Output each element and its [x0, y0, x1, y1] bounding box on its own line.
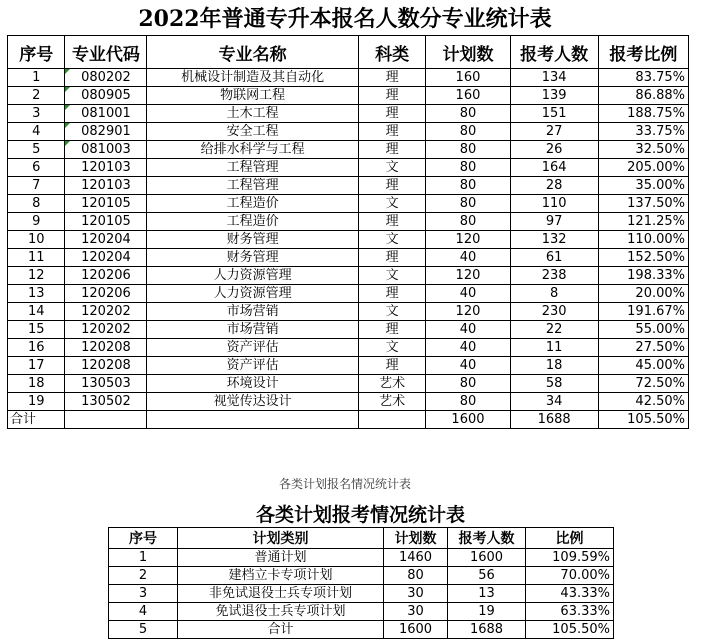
- cell-ratio: 83.75%: [598, 69, 688, 87]
- cell-ratio: 109.59%: [526, 549, 614, 567]
- cell-category: 艺术: [358, 393, 426, 411]
- cell-index: 5: [109, 621, 178, 639]
- cell-plan: 80: [426, 123, 510, 141]
- cell-index: 2: [8, 87, 65, 105]
- table-row: [109, 621, 614, 639]
- cell-ratio: 152.50%: [598, 249, 688, 267]
- cell-index: 2: [109, 567, 178, 585]
- cell-ratio: 110.00%: [598, 231, 688, 249]
- header-major-name: 专业名称: [147, 36, 358, 69]
- cell-plan: 160: [426, 69, 510, 87]
- cell-applicants: 28: [510, 177, 598, 195]
- header-ratio: 报考比例: [598, 36, 688, 69]
- cell-ratio: 63.33%: [526, 603, 614, 621]
- cell-category: 理: [358, 141, 426, 159]
- cell-major-code: 130503: [65, 375, 147, 393]
- cell-index: 6: [8, 159, 65, 177]
- table-row: [8, 321, 689, 339]
- cell-ratio: 105.50%: [598, 411, 688, 429]
- cell-plan: 80: [426, 105, 510, 123]
- cell-category: 文: [358, 195, 426, 213]
- cell-major-code: 120208: [65, 357, 147, 375]
- cell-major-name: 工程管理: [147, 177, 358, 195]
- table-row: [109, 603, 614, 621]
- cell-index: 15: [8, 321, 65, 339]
- table-row: [109, 549, 614, 567]
- cell-index: 3: [109, 585, 178, 603]
- cell-major-name: 物联网工程: [147, 87, 358, 105]
- cell-applicants: 97: [510, 213, 598, 231]
- cell-ratio: 43.33%: [526, 585, 614, 603]
- cell-applicants: 61: [510, 249, 598, 267]
- table2-header-row: [109, 528, 614, 549]
- cell-major-code: 120105: [65, 213, 147, 231]
- table-row: [8, 249, 689, 267]
- cell-major-name: 工程造价: [147, 195, 358, 213]
- header-plan: 计划数: [384, 528, 448, 549]
- cell-applicants: 58: [510, 375, 598, 393]
- cell-major-code: 120202: [65, 303, 147, 321]
- table-row: [8, 285, 689, 303]
- table-row: [109, 567, 614, 585]
- cell-index: 19: [8, 393, 65, 411]
- plan-type-stats-table: [108, 527, 614, 639]
- cell-plan: 80: [426, 195, 510, 213]
- table-row: [8, 141, 689, 159]
- cell-category: 文: [358, 231, 426, 249]
- header-category: 科类: [358, 36, 426, 69]
- cell-major-code: 120204: [65, 231, 147, 249]
- cell-applicants: 139: [510, 87, 598, 105]
- cell-major-code: 120103: [65, 159, 147, 177]
- cell-plan: 80: [426, 141, 510, 159]
- cell-index: 18: [8, 375, 65, 393]
- cell-plan: 40: [426, 285, 510, 303]
- cell-major-name: 资产评估: [147, 357, 358, 375]
- cell-category: 文: [358, 159, 426, 177]
- cell-applicants: 110: [510, 195, 598, 213]
- table-row: [8, 105, 689, 123]
- cell-major-name: 工程管理: [147, 159, 358, 177]
- total-row: [8, 411, 689, 429]
- cell-plan: 160: [426, 87, 510, 105]
- cell-ratio: 121.25%: [598, 213, 688, 231]
- cell-plan: 80: [426, 393, 510, 411]
- cell-category: 理: [358, 123, 426, 141]
- header-major-code: 专业代码: [65, 36, 147, 69]
- cell-applicants: 132: [510, 231, 598, 249]
- cell-ratio: 137.50%: [598, 195, 688, 213]
- cell-major-name: 人力资源管理: [147, 285, 358, 303]
- cell-major-name: 人力资源管理: [147, 267, 358, 285]
- cell-applicants: 22: [510, 321, 598, 339]
- cell-category: 理: [358, 87, 426, 105]
- cell-major-code: 120206: [65, 285, 147, 303]
- table-row: [8, 231, 689, 249]
- header-applicants: 报考人数: [448, 528, 526, 549]
- cell-index: 9: [8, 213, 65, 231]
- cell-ratio: 105.50%: [526, 621, 614, 639]
- cell-plan-type: 普通计划: [178, 549, 384, 567]
- table-row: [8, 159, 689, 177]
- cell-plan: 80: [426, 177, 510, 195]
- table-row: [8, 339, 689, 357]
- cell-category: [358, 411, 426, 429]
- cell-plan: 1600: [426, 411, 510, 429]
- cell-index: 11: [8, 249, 65, 267]
- cell-major-name: 财务管理: [147, 231, 358, 249]
- cell-plan: 80: [426, 213, 510, 231]
- cell-category: 理: [358, 321, 426, 339]
- cell-major-code: 080202: [65, 69, 147, 87]
- cell-major-code: 120105: [65, 195, 147, 213]
- cell-category: 艺术: [358, 375, 426, 393]
- cell-index: 16: [8, 339, 65, 357]
- table-row: [8, 123, 689, 141]
- table-row: [8, 213, 689, 231]
- header-plan: 计划数: [426, 36, 510, 69]
- cell-index: 12: [8, 267, 65, 285]
- cell-plan: 120: [426, 303, 510, 321]
- cell-major-name: 机械设计制造及其自动化: [147, 69, 358, 87]
- cell-index: 7: [8, 177, 65, 195]
- cell-applicants: 34: [510, 393, 598, 411]
- cell-index: 14: [8, 303, 65, 321]
- cell-applicants: 134: [510, 69, 598, 87]
- cell-plan: 30: [384, 585, 448, 603]
- table-row: [8, 303, 689, 321]
- cell-ratio: 42.50%: [598, 393, 688, 411]
- cell-category: 文: [358, 267, 426, 285]
- major-stats-table: [7, 35, 689, 429]
- cell-applicants: 230: [510, 303, 598, 321]
- cell-category: 理: [358, 357, 426, 375]
- cell-applicants: 1688: [510, 411, 598, 429]
- cell-index: 8: [8, 195, 65, 213]
- cell-index: 1: [109, 549, 178, 567]
- cell-ratio: 72.50%: [598, 375, 688, 393]
- table-row: [8, 87, 689, 105]
- cell-plan: 1460: [384, 549, 448, 567]
- cell-plan-type: 建档立卡专项计划: [178, 567, 384, 585]
- cell-major-code: 081003: [65, 141, 147, 159]
- cell-major-name: 给排水科学与工程: [147, 141, 358, 159]
- total-label: 合计: [8, 411, 65, 429]
- cell-plan: 40: [426, 357, 510, 375]
- cell-major-name: 安全工程: [147, 123, 358, 141]
- cell-major-code: 120206: [65, 267, 147, 285]
- table1-header-row: [8, 36, 689, 69]
- cell-major-code: 082901: [65, 123, 147, 141]
- cell-major-name: 工程造价: [147, 213, 358, 231]
- cell-plan: 40: [426, 249, 510, 267]
- table-row: [109, 585, 614, 603]
- cell-major-name: 视觉传达设计: [147, 393, 358, 411]
- cell-major-code: 120208: [65, 339, 147, 357]
- cell-index: 4: [8, 123, 65, 141]
- cell-index: 1: [8, 69, 65, 87]
- cell-major-code: 120204: [65, 249, 147, 267]
- cell-ratio: 32.50%: [598, 141, 688, 159]
- table-row: [8, 357, 689, 375]
- cell-category: 理: [358, 285, 426, 303]
- header-plan-type: 计划类别: [178, 528, 384, 549]
- cell-plan: 80: [426, 159, 510, 177]
- cell-ratio: 33.75%: [598, 123, 688, 141]
- header-ratio: 比例: [526, 528, 614, 549]
- cell-applicants: 13: [448, 585, 526, 603]
- header-applicants: 报考人数: [510, 36, 598, 69]
- cell-plan-type: 合计: [178, 621, 384, 639]
- cell-plan: 1600: [384, 621, 448, 639]
- cell-ratio: 27.50%: [598, 339, 688, 357]
- cell-category: 文: [358, 303, 426, 321]
- cell-applicants: 18: [510, 357, 598, 375]
- cell-applicants: 164: [510, 159, 598, 177]
- caption-text: 各类计划报名情况统计表: [278, 477, 411, 491]
- cell-plan: 40: [426, 321, 510, 339]
- cell-applicants: 27: [510, 123, 598, 141]
- cell-major-code: 081001: [65, 105, 147, 123]
- cell-category: 理: [358, 213, 426, 231]
- cell-index: 17: [8, 357, 65, 375]
- cell-plan-type: 非免试退役士兵专项计划: [178, 585, 384, 603]
- table-row: [8, 195, 689, 213]
- cell-ratio: 198.33%: [598, 267, 688, 285]
- table-row: [8, 393, 689, 411]
- cell-ratio: 20.00%: [598, 285, 688, 303]
- table-row: [8, 177, 689, 195]
- table-row: [8, 375, 689, 393]
- cell-index: 5: [8, 141, 65, 159]
- cell-major-name: 环境设计: [147, 375, 358, 393]
- cell-applicants: 11: [510, 339, 598, 357]
- cell-applicants: 56: [448, 567, 526, 585]
- cell-applicants: 151: [510, 105, 598, 123]
- table1-title: 2022年普通专升本报名人数分专业统计表: [138, 6, 552, 32]
- cell-major-name: [147, 411, 358, 429]
- cell-category: 理: [358, 69, 426, 87]
- cell-major-code: 130502: [65, 393, 147, 411]
- cell-category: 文: [358, 339, 426, 357]
- cell-plan: 120: [426, 267, 510, 285]
- cell-ratio: 55.00%: [598, 321, 688, 339]
- cell-category: 理: [358, 177, 426, 195]
- cell-index: 3: [8, 105, 65, 123]
- cell-major-name: 土木工程: [147, 105, 358, 123]
- cell-index: 13: [8, 285, 65, 303]
- cell-major-name: 市场营销: [147, 303, 358, 321]
- cell-ratio: 45.00%: [598, 357, 688, 375]
- cell-major-name: 资产评估: [147, 339, 358, 357]
- cell-category: 理: [358, 105, 426, 123]
- cell-ratio: 86.88%: [598, 87, 688, 105]
- cell-ratio: 70.00%: [526, 567, 614, 585]
- cell-plan: 80: [426, 375, 510, 393]
- cell-plan: 80: [384, 567, 448, 585]
- cell-applicants: 19: [448, 603, 526, 621]
- cell-index: 10: [8, 231, 65, 249]
- cell-applicants: 1688: [448, 621, 526, 639]
- cell-major-code: 120103: [65, 177, 147, 195]
- cell-applicants: 8: [510, 285, 598, 303]
- cell-ratio: 35.00%: [598, 177, 688, 195]
- table-row: [8, 69, 689, 87]
- cell-major-name: 市场营销: [147, 321, 358, 339]
- cell-major-code: 120202: [65, 321, 147, 339]
- cell-ratio: 205.00%: [598, 159, 688, 177]
- cell-ratio: 188.75%: [598, 105, 688, 123]
- cell-major-code: [65, 411, 147, 429]
- cell-plan: 40: [426, 339, 510, 357]
- cell-major-code: 080905: [65, 87, 147, 105]
- cell-applicants: 238: [510, 267, 598, 285]
- header-index: 序号: [109, 528, 178, 549]
- cell-category: 理: [358, 249, 426, 267]
- table-row: [8, 267, 689, 285]
- cell-plan-type: 免试退役士兵专项计划: [178, 603, 384, 621]
- cell-applicants: 1600: [448, 549, 526, 567]
- cell-applicants: 26: [510, 141, 598, 159]
- cell-ratio: 191.67%: [598, 303, 688, 321]
- cell-index: 4: [109, 603, 178, 621]
- table2-title: 各类计划报考情况统计表: [255, 504, 465, 526]
- cell-major-name: 财务管理: [147, 249, 358, 267]
- cell-plan: 30: [384, 603, 448, 621]
- cell-plan: 120: [426, 231, 510, 249]
- header-index: 序号: [8, 36, 65, 69]
